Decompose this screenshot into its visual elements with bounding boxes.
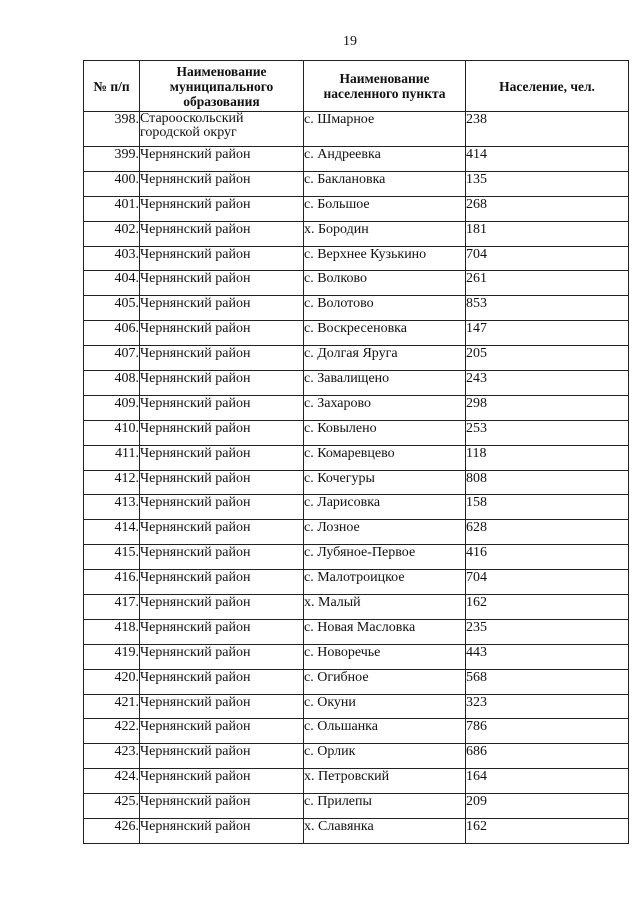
table-header-row: [84, 61, 629, 112]
settlement-cell: с. Захарово: [304, 395, 466, 420]
row-number-cell: 398.: [84, 112, 140, 147]
table-row: [84, 321, 629, 346]
table-row: [84, 794, 629, 819]
row-number-cell: 411.: [84, 445, 140, 470]
settlement-cell: с. Долгая Яруга: [304, 346, 466, 371]
municipality-cell: Чернянский район: [140, 420, 304, 445]
population-cell: 416: [466, 545, 629, 570]
municipality-cell: Чернянский район: [140, 445, 304, 470]
settlement-cell: с. Шмарное: [304, 112, 466, 147]
page-number: 19: [343, 34, 357, 49]
row-number-cell: 414.: [84, 520, 140, 545]
header-number: № п/п: [84, 61, 140, 112]
settlement-cell: с. Волково: [304, 271, 466, 296]
population-cell: 238: [466, 112, 629, 147]
municipality-cell: Чернянский район: [140, 371, 304, 396]
settlement-cell: с. Кочегуры: [304, 470, 466, 495]
header-settlement: Наименование населенного пункта: [304, 61, 466, 112]
row-number-cell: 417.: [84, 595, 140, 620]
row-number-cell: 422.: [84, 719, 140, 744]
table-row: [84, 495, 629, 520]
settlement-cell: с. Воскресеновка: [304, 321, 466, 346]
municipality-cell: Чернянский район: [140, 171, 304, 196]
table-row: [84, 246, 629, 271]
municipality-cell: Чернянский район: [140, 495, 304, 520]
population-cell: 704: [466, 246, 629, 271]
row-number-cell: 423.: [84, 744, 140, 769]
settlement-cell: х. Бородин: [304, 221, 466, 246]
row-number-cell: 416.: [84, 570, 140, 595]
header-population: Население, чел.: [466, 61, 629, 112]
settlement-cell: с. Ольшанка: [304, 719, 466, 744]
settlement-cell: с. Ковылено: [304, 420, 466, 445]
row-number-cell: 402.: [84, 221, 140, 246]
table-row: [84, 545, 629, 570]
municipality-cell: Чернянский район: [140, 246, 304, 271]
row-number-cell: 404.: [84, 271, 140, 296]
row-number-cell: 407.: [84, 346, 140, 371]
table-row: [84, 371, 629, 396]
table-row: [84, 147, 629, 172]
table-body: [84, 112, 629, 844]
table-row: [84, 744, 629, 769]
table-row: [84, 644, 629, 669]
municipality-cell: Чернянский район: [140, 819, 304, 844]
row-number-cell: 409.: [84, 395, 140, 420]
settlement-cell: с. Волотово: [304, 296, 466, 321]
table-row: [84, 112, 629, 147]
row-number-cell: 424.: [84, 769, 140, 794]
settlement-cell: с. Завалищено: [304, 371, 466, 396]
municipality-cell: Чернянский район: [140, 296, 304, 321]
population-cell: 568: [466, 669, 629, 694]
municipality-cell: Чернянский район: [140, 694, 304, 719]
table-row: [84, 595, 629, 620]
municipality-cell: Чернянский район: [140, 619, 304, 644]
table-row: [84, 694, 629, 719]
row-number-cell: 399.: [84, 147, 140, 172]
municipality-cell: Чернянский район: [140, 321, 304, 346]
population-cell: 414: [466, 147, 629, 172]
municipality-cell: Чернянский район: [140, 570, 304, 595]
settlement-cell: с. Орлик: [304, 744, 466, 769]
settlement-cell: с. Верхнее Кузькино: [304, 246, 466, 271]
settlement-cell: с. Комаревцево: [304, 445, 466, 470]
table-row: [84, 619, 629, 644]
municipality-cell: Чернянский район: [140, 221, 304, 246]
settlement-cell: с. Новоречье: [304, 644, 466, 669]
row-number-cell: 403.: [84, 246, 140, 271]
population-cell: 261: [466, 271, 629, 296]
municipality-cell: Чернянский район: [140, 395, 304, 420]
population-cell: 164: [466, 769, 629, 794]
population-cell: 253: [466, 420, 629, 445]
settlement-cell: с. Окуни: [304, 694, 466, 719]
table-row: [84, 196, 629, 221]
municipality-cell: Чернянский район: [140, 346, 304, 371]
row-number-cell: 421.: [84, 694, 140, 719]
row-number-cell: 420.: [84, 669, 140, 694]
table-row: [84, 271, 629, 296]
population-cell: 268: [466, 196, 629, 221]
population-cell: 686: [466, 744, 629, 769]
population-cell: 853: [466, 296, 629, 321]
row-number-cell: 425.: [84, 794, 140, 819]
table-row: [84, 819, 629, 844]
population-cell: 628: [466, 520, 629, 545]
row-number-cell: 413.: [84, 495, 140, 520]
table-row: [84, 346, 629, 371]
municipality-cell: Чернянский район: [140, 794, 304, 819]
municipality-cell: Чернянский район: [140, 769, 304, 794]
row-number-cell: 405.: [84, 296, 140, 321]
table-row: [84, 420, 629, 445]
municipality-cell: Чернянский район: [140, 470, 304, 495]
table-row: [84, 395, 629, 420]
municipality-cell: Чернянский район: [140, 196, 304, 221]
municipality-cell: Чернянский район: [140, 520, 304, 545]
settlement-cell: х. Славянка: [304, 819, 466, 844]
row-number-cell: 410.: [84, 420, 140, 445]
settlement-cell: х. Малый: [304, 595, 466, 620]
municipality-cell: Чернянский район: [140, 147, 304, 172]
row-number-cell: 412.: [84, 470, 140, 495]
settlement-cell: с. Лозное: [304, 520, 466, 545]
table-row: [84, 296, 629, 321]
table-row: [84, 769, 629, 794]
table-row: [84, 520, 629, 545]
population-cell: 323: [466, 694, 629, 719]
population-cell: 181: [466, 221, 629, 246]
row-number-cell: 415.: [84, 545, 140, 570]
population-cell: 205: [466, 346, 629, 371]
table-row: [84, 570, 629, 595]
population-cell: 235: [466, 619, 629, 644]
municipality-cell: Чернянский район: [140, 545, 304, 570]
population-cell: 243: [466, 371, 629, 396]
population-cell: 209: [466, 794, 629, 819]
population-cell: 162: [466, 595, 629, 620]
population-cell: 162: [466, 819, 629, 844]
municipality-cell: Чернянский район: [140, 595, 304, 620]
row-number-cell: 418.: [84, 619, 140, 644]
table-row: [84, 669, 629, 694]
population-cell: 443: [466, 644, 629, 669]
population-cell: 135: [466, 171, 629, 196]
table-row: [84, 221, 629, 246]
table-row: [84, 719, 629, 744]
settlement-cell: с. Большое: [304, 196, 466, 221]
row-number-cell: 408.: [84, 371, 140, 396]
settlement-cell: с. Ларисовка: [304, 495, 466, 520]
population-cell: 786: [466, 719, 629, 744]
municipality-cell: Чернянский район: [140, 669, 304, 694]
population-table: [83, 60, 629, 844]
municipality-cell: Чернянский район: [140, 744, 304, 769]
population-cell: 704: [466, 570, 629, 595]
row-number-cell: 419.: [84, 644, 140, 669]
municipality-cell: Старооскольский городской округ: [140, 112, 304, 147]
settlement-cell: с. Лубяное-Первое: [304, 545, 466, 570]
municipality-cell: Чернянский район: [140, 644, 304, 669]
row-number-cell: 406.: [84, 321, 140, 346]
settlement-cell: с. Андреевка: [304, 147, 466, 172]
table-row: [84, 445, 629, 470]
row-number-cell: 401.: [84, 196, 140, 221]
header-municipality: Наименование муниципального образования: [140, 61, 304, 112]
population-cell: 147: [466, 321, 629, 346]
row-number-cell: 426.: [84, 819, 140, 844]
row-number-cell: 400.: [84, 171, 140, 196]
table-row: [84, 470, 629, 495]
settlement-cell: с. Малотроицкое: [304, 570, 466, 595]
settlement-cell: с. Прилепы: [304, 794, 466, 819]
settlement-cell: х. Петровский: [304, 769, 466, 794]
municipality-cell: Чернянский район: [140, 271, 304, 296]
population-cell: 298: [466, 395, 629, 420]
settlement-cell: с. Огибное: [304, 669, 466, 694]
population-cell: 808: [466, 470, 629, 495]
population-cell: 118: [466, 445, 629, 470]
table-row: [84, 171, 629, 196]
settlement-cell: с. Баклановка: [304, 171, 466, 196]
municipality-cell: Чернянский район: [140, 719, 304, 744]
settlement-cell: с. Новая Масловка: [304, 619, 466, 644]
population-cell: 158: [466, 495, 629, 520]
